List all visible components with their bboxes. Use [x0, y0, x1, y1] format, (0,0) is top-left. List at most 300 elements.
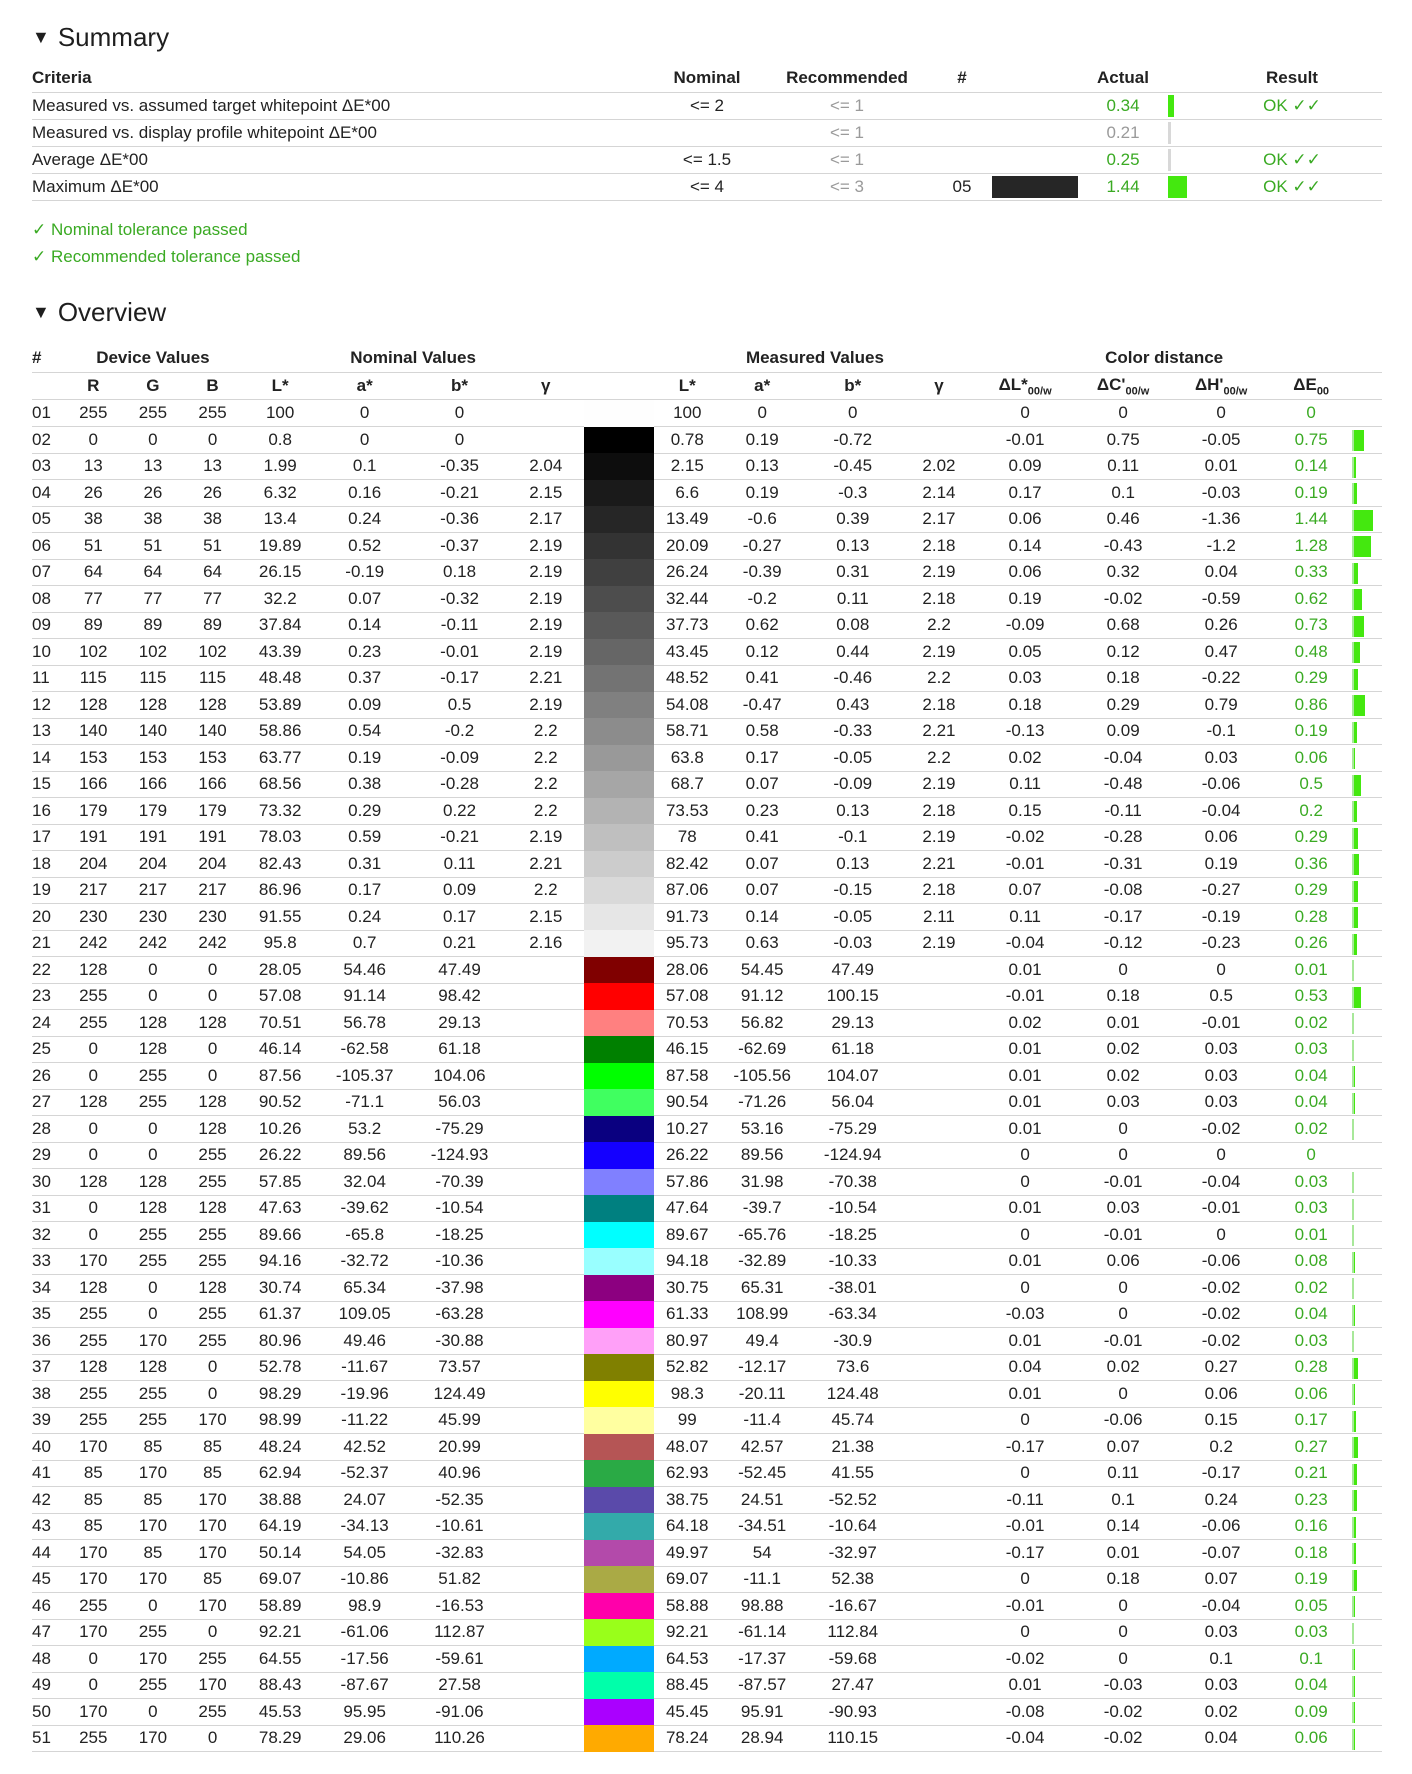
actual-bar-cell [1168, 147, 1202, 174]
delta-l-cell: -0.17 [976, 1434, 1074, 1461]
index-sub-header [32, 373, 63, 400]
measured-gamma-cell: 2.21 [902, 851, 976, 878]
nominal-gamma-cell: 2.19 [508, 559, 584, 586]
table-row [32, 851, 1382, 878]
measured-a-cell: 0.63 [721, 930, 804, 957]
device-r-cell: 26 [63, 480, 123, 507]
device-g-cell: 166 [123, 771, 183, 798]
delta-h-cell: -0.06 [1172, 1513, 1270, 1540]
patch-index-cell: 21 [32, 930, 63, 957]
nominal-a-cell: 0.54 [318, 718, 411, 745]
measured-a-cell: -0.47 [721, 692, 804, 719]
delta-c-cell: -0.01 [1074, 1328, 1172, 1355]
nominal-gamma-cell [508, 1116, 584, 1143]
measured-gamma-cell [902, 1487, 976, 1514]
delta-e-bar-cell [1352, 1566, 1382, 1593]
nominal-l-cell: 70.51 [242, 1010, 318, 1037]
device-b-cell: 255 [183, 1248, 243, 1275]
delta-e-cell: 0.06 [1270, 745, 1352, 772]
delta-c-cell: -0.02 [1074, 1725, 1172, 1752]
delta-e-bar-cell [1352, 1619, 1382, 1646]
measured-l-cell: 63.8 [654, 745, 721, 772]
table-row [32, 1169, 1382, 1196]
delta-l-cell: 0 [976, 1460, 1074, 1487]
delta-l-cell: 0.01 [976, 1248, 1074, 1275]
measured-b-cell: -16.67 [804, 1593, 902, 1620]
color-swatch-cell [584, 480, 654, 507]
device-g-cell: 170 [123, 1460, 183, 1487]
summary-table [32, 64, 1382, 201]
device-r-cell: 170 [63, 1699, 123, 1726]
nominal-gamma-cell: 2.19 [508, 533, 584, 560]
color-swatch [584, 1142, 654, 1169]
color-swatch-cell [584, 957, 654, 984]
delta-c-cell: 0.68 [1074, 612, 1172, 639]
color-swatch [584, 957, 654, 984]
delta-c-cell: 0.07 [1074, 1434, 1172, 1461]
measured-a-cell: 31.98 [721, 1169, 804, 1196]
delta-h-cell: -0.06 [1172, 771, 1270, 798]
device-g-cell: 77 [123, 586, 183, 613]
nominal-b-cell: -10.61 [411, 1513, 507, 1540]
measured-l-cell: 64.53 [654, 1646, 721, 1673]
delta-e-cell: 0.5 [1270, 771, 1352, 798]
measured-b-cell: -0.03 [804, 930, 902, 957]
table-row [32, 1222, 1382, 1249]
device-b-cell: 204 [183, 851, 243, 878]
nominal-gamma-cell [508, 1301, 584, 1328]
table-row [32, 1593, 1382, 1620]
delta-l-cell: 0.05 [976, 639, 1074, 666]
nominal-a-cell: -52.37 [318, 1460, 411, 1487]
delta-h-cell: 0.26 [1172, 612, 1270, 639]
device-g-cell: 255 [123, 1407, 183, 1434]
measured-gamma-cell: 2.2 [902, 665, 976, 692]
measured-gamma-cell: 2.18 [902, 586, 976, 613]
delta-e-bar [1352, 1278, 1354, 1299]
nominal-gamma-cell [508, 1725, 584, 1752]
swatch-header [992, 64, 1078, 93]
device-r-cell: 85 [63, 1513, 123, 1540]
device-b-cell: 128 [183, 692, 243, 719]
nominal-a-cell: 49.46 [318, 1328, 411, 1355]
delta-l-cell: 0 [976, 1275, 1074, 1302]
delta-h-cell: 0.04 [1172, 559, 1270, 586]
measured-a-cell: 0.07 [721, 851, 804, 878]
delta-e-cell: 0.18 [1270, 1540, 1352, 1567]
delta-l-cell: 0.11 [976, 904, 1074, 931]
delta-e-bar [1352, 828, 1358, 849]
delta-c-cell: 0.02 [1074, 1063, 1172, 1090]
delta-h-cell: 0.47 [1172, 639, 1270, 666]
measured-a-cell: 95.91 [721, 1699, 804, 1726]
nominal-a-cell: 24.07 [318, 1487, 411, 1514]
nominal-gamma-cell: 2.19 [508, 692, 584, 719]
measured-gamma-cell [902, 1460, 976, 1487]
measured-gamma-cell [902, 1354, 976, 1381]
measured-a-cell: 0.19 [721, 480, 804, 507]
device-g-cell: 255 [123, 1063, 183, 1090]
delta-e-bar-cell [1352, 480, 1382, 507]
color-swatch [584, 824, 654, 851]
measured-a-cell: 54 [721, 1540, 804, 1567]
delta-c-cell: 0 [1074, 400, 1172, 427]
measured-b-cell: -0.33 [804, 718, 902, 745]
color-swatch [584, 1699, 654, 1726]
device-g-cell: 255 [123, 1222, 183, 1249]
patch-number-cell [932, 147, 992, 174]
delta-e-bar-cell [1352, 1513, 1382, 1540]
recommended-passed-message: ✓ Recommended tolerance passed [32, 247, 301, 266]
patch-index-cell: 13 [32, 718, 63, 745]
nominal-gamma-cell: 2.2 [508, 718, 584, 745]
delta-l-cell: -0.01 [976, 427, 1074, 454]
delta-l-cell: 0.01 [976, 1672, 1074, 1699]
patch-index-cell: 30 [32, 1169, 63, 1196]
color-swatch-cell [584, 1725, 654, 1752]
nominal-b-cell: -0.37 [411, 533, 507, 560]
nominal-a-cell: 0.38 [318, 771, 411, 798]
device-b-cell: 38 [183, 506, 243, 533]
criteria-cell: Maximum ΔE*00 [32, 174, 652, 201]
measured-l-cell: 54.08 [654, 692, 721, 719]
nominal-a-cell: 0 [318, 400, 411, 427]
patch-index-cell: 22 [32, 957, 63, 984]
delta-h-cell: 0.03 [1172, 1672, 1270, 1699]
delta-e-bar [1352, 1225, 1354, 1246]
device-r-cell: 255 [63, 1301, 123, 1328]
measured-gamma-cell [902, 1593, 976, 1620]
delta-c-cell: 0.03 [1074, 1195, 1172, 1222]
nominal-a-cell: 0.7 [318, 930, 411, 957]
color-swatch-cell [584, 453, 654, 480]
measured-a-cell: 0.14 [721, 904, 804, 931]
delta-e-cell: 0.86 [1270, 692, 1352, 719]
delta-h-cell: -0.02 [1172, 1328, 1270, 1355]
recommended-cell: <= 1 [762, 93, 932, 120]
patch-index-cell: 26 [32, 1063, 63, 1090]
recommended-cell: <= 1 [762, 147, 932, 174]
measured-gamma-cell: 2.21 [902, 718, 976, 745]
nominal-l-cell: 98.99 [242, 1407, 318, 1434]
delta-e-bar [1352, 1358, 1358, 1379]
patch-index-cell: 29 [32, 1142, 63, 1169]
color-swatch-cell [584, 745, 654, 772]
measured-b-cell: 0.31 [804, 559, 902, 586]
device-r-cell: 85 [63, 1487, 123, 1514]
delta-c-header: $\Delta C'_{00/w}$ [1074, 373, 1172, 400]
nominal-a-cell: 29.06 [318, 1725, 411, 1752]
measured-gamma-header: γ [902, 373, 976, 400]
measured-l-cell: 43.45 [654, 639, 721, 666]
table-row [32, 957, 1382, 984]
nominal-b-cell: 0.09 [411, 877, 507, 904]
measured-gamma-cell: 2.19 [902, 639, 976, 666]
device-g-cell: 170 [123, 1513, 183, 1540]
nominal-gamma-cell [508, 957, 584, 984]
actual-bar [1168, 149, 1171, 171]
delta-h-cell: 0.03 [1172, 745, 1270, 772]
delta-l-cell: 0.01 [976, 1116, 1074, 1143]
device-r-cell: 0 [63, 1063, 123, 1090]
nominal-gamma-header: γ [508, 373, 584, 400]
nominal-l-cell: 100 [242, 400, 318, 427]
nominal-b-cell: 27.58 [411, 1672, 507, 1699]
recommended-cell: <= 3 [762, 174, 932, 201]
delta-h-cell: 0.5 [1172, 983, 1270, 1010]
color-swatch [584, 480, 654, 507]
color-swatch-cell [584, 904, 654, 931]
color-swatch [584, 692, 654, 719]
device-r-cell: 255 [63, 400, 123, 427]
measured-b-cell: 0.08 [804, 612, 902, 639]
delta-l-cell: 0.01 [976, 1381, 1074, 1408]
delta-c-cell: -0.31 [1074, 851, 1172, 878]
delta-l-cell: 0.01 [976, 1036, 1074, 1063]
delta-e-bar-cell [1352, 1593, 1382, 1620]
measured-b-cell: 47.49 [804, 957, 902, 984]
delta-l-cell: -0.17 [976, 1540, 1074, 1567]
nominal-l-cell: 37.84 [242, 612, 318, 639]
nominal-gamma-cell [508, 1195, 584, 1222]
delta-e-bar [1352, 669, 1358, 690]
color-swatch [584, 771, 654, 798]
nominal-b-cell: -0.09 [411, 745, 507, 772]
delta-e-bar [1352, 881, 1358, 902]
delta-e-cell: 0.05 [1270, 1593, 1352, 1620]
delta-l-cell: 0 [976, 1222, 1074, 1249]
nominal-b-cell: 61.18 [411, 1036, 507, 1063]
delta-e-bar-cell [1352, 1222, 1382, 1249]
measured-gamma-cell: 2.19 [902, 824, 976, 851]
measured-gamma-cell [902, 1063, 976, 1090]
nominal-b-cell: -52.35 [411, 1487, 507, 1514]
device-r-cell: 0 [63, 1646, 123, 1673]
device-r-cell: 191 [63, 824, 123, 851]
measured-gamma-cell [902, 1646, 976, 1673]
delta-c-cell: 0 [1074, 1646, 1172, 1673]
device-g-cell: 255 [123, 400, 183, 427]
delta-e-bar [1352, 510, 1373, 531]
measured-a-cell: 54.45 [721, 957, 804, 984]
nominal-gamma-cell: 2.19 [508, 639, 584, 666]
nominal-gamma-cell [508, 1275, 584, 1302]
nominal-l-cell: 58.89 [242, 1593, 318, 1620]
patch-index-cell: 07 [32, 559, 63, 586]
measured-gamma-cell [902, 1036, 976, 1063]
patch-index-cell: 37 [32, 1354, 63, 1381]
delta-e-cell: 0.28 [1270, 904, 1352, 931]
measured-a-cell: -12.17 [721, 1354, 804, 1381]
patch-index-cell: 38 [32, 1381, 63, 1408]
measured-a-cell: -105.56 [721, 1063, 804, 1090]
delta-l-cell: 0.03 [976, 665, 1074, 692]
color-swatch-cell [584, 1248, 654, 1275]
device-r-cell: 128 [63, 1169, 123, 1196]
measured-a-cell: -39.7 [721, 1195, 804, 1222]
nominal-b-cell: 124.49 [411, 1381, 507, 1408]
table-row [32, 480, 1382, 507]
delta-h-cell: 0.79 [1172, 692, 1270, 719]
nominal-l-cell: 61.37 [242, 1301, 318, 1328]
actual-bar-cell [1168, 120, 1202, 147]
measured-gamma-cell [902, 1089, 976, 1116]
delta-c-cell: 0.1 [1074, 480, 1172, 507]
delta-h-cell: -0.1 [1172, 718, 1270, 745]
overview-heading[interactable] [32, 297, 166, 328]
nominal-gamma-cell [508, 400, 584, 427]
overview-title: Overview [57, 297, 167, 327]
patch-index-cell: 20 [32, 904, 63, 931]
device-r-cell: 140 [63, 718, 123, 745]
summary-rows [32, 93, 1382, 201]
delta-l-cell: 0.18 [976, 692, 1074, 719]
table-row [32, 559, 1382, 586]
delta-e-bar [1352, 1490, 1357, 1511]
table-row [32, 612, 1382, 639]
device-g-cell: 170 [123, 1566, 183, 1593]
color-swatch-cell [584, 1699, 654, 1726]
nominal-gamma-cell [508, 1089, 584, 1116]
measured-l-cell: 98.3 [654, 1381, 721, 1408]
nominal-a-cell: 54.05 [318, 1540, 411, 1567]
delta-h-cell: 0.02 [1172, 1699, 1270, 1726]
device-b-cell: 51 [183, 533, 243, 560]
delta-c-cell: -0.48 [1074, 771, 1172, 798]
delta-l-cell: 0.15 [976, 798, 1074, 825]
delta-c-cell: -0.43 [1074, 533, 1172, 560]
nominal-gamma-cell [508, 1699, 584, 1726]
result-cell [1202, 120, 1382, 147]
nominal-gamma-cell [508, 1248, 584, 1275]
nominal-b-cell: 45.99 [411, 1407, 507, 1434]
collapse-triangle-icon[interactable]: ▼ [32, 27, 50, 47]
nominal-a-cell: 56.78 [318, 1010, 411, 1037]
measured-gamma-cell [902, 1513, 976, 1540]
nominal-gamma-cell [508, 1354, 584, 1381]
nominal-b-cell: 0.18 [411, 559, 507, 586]
nominal-l-cell: 87.56 [242, 1063, 318, 1090]
nominal-l-cell: 89.66 [242, 1222, 318, 1249]
color-swatch-cell [584, 665, 654, 692]
measured-l-cell: 100 [654, 400, 721, 427]
measured-b-cell: 100.15 [804, 983, 902, 1010]
color-swatch-cell [584, 824, 654, 851]
measured-a-cell: -52.45 [721, 1460, 804, 1487]
measured-b-cell: -10.33 [804, 1248, 902, 1275]
delta-e-bar-cell [1352, 400, 1382, 427]
delta-e-cell: 0 [1270, 400, 1352, 427]
measured-b-cell: -70.38 [804, 1169, 902, 1196]
worst-patch-swatch [992, 147, 1078, 174]
summary-heading[interactable] [32, 22, 169, 53]
device-r-cell: 255 [63, 1328, 123, 1355]
delta-c-cell: 0.29 [1074, 692, 1172, 719]
nominal-a-cell: 91.14 [318, 983, 411, 1010]
nominal-b-cell: 40.96 [411, 1460, 507, 1487]
delta-h-cell: -0.23 [1172, 930, 1270, 957]
nominal-a-cell: 89.56 [318, 1142, 411, 1169]
delta-c-cell: -0.06 [1074, 1407, 1172, 1434]
delta-e-bar [1352, 1649, 1355, 1670]
nominal-b-cell: -16.53 [411, 1593, 507, 1620]
delta-e-cell: 0.48 [1270, 639, 1352, 666]
delta-e-cell: 0.02 [1270, 1010, 1352, 1037]
nominal-l-cell: 46.14 [242, 1036, 318, 1063]
measured-l-cell: 13.49 [654, 506, 721, 533]
measured-gamma-cell: 2.19 [902, 771, 976, 798]
delta-h-cell: -0.01 [1172, 1010, 1270, 1037]
delta-c-cell: -0.02 [1074, 586, 1172, 613]
measured-l-cell: 70.53 [654, 1010, 721, 1037]
nominal-b-cell: -70.39 [411, 1169, 507, 1196]
delta-l-cell: -0.11 [976, 1487, 1074, 1514]
delta-e-bar [1352, 616, 1364, 637]
delta-e-cell: 0.29 [1270, 665, 1352, 692]
device-r-cell: 230 [63, 904, 123, 931]
color-swatch-cell [584, 718, 654, 745]
measured-l-cell: 99 [654, 1407, 721, 1434]
measured-b-cell: -52.52 [804, 1487, 902, 1514]
patch-number-cell [932, 120, 992, 147]
delta-c-cell: 0 [1074, 957, 1172, 984]
measured-a-cell: -20.11 [721, 1381, 804, 1408]
measured-a-cell: -71.26 [721, 1089, 804, 1116]
worst-patch-swatch [992, 174, 1078, 201]
nominal-b-cell: 47.49 [411, 957, 507, 984]
measured-b-cell: 27.47 [804, 1672, 902, 1699]
device-b-cell: 179 [183, 798, 243, 825]
measured-gamma-cell [902, 1275, 976, 1302]
nominal-l-cell: 68.56 [242, 771, 318, 798]
color-swatch [584, 612, 654, 639]
nominal-gamma-cell: 2.21 [508, 665, 584, 692]
delta-e-bar [1352, 748, 1355, 769]
delta-e-bar-cell [1352, 1328, 1382, 1355]
measured-l-cell: 0.78 [654, 427, 721, 454]
device-b-cell: 128 [183, 1116, 243, 1143]
delta-e-bar-cell [1352, 930, 1382, 957]
nominal-a-cell: -87.67 [318, 1672, 411, 1699]
nominal-b-cell: 73.57 [411, 1354, 507, 1381]
nominal-b-cell: 0 [411, 427, 507, 454]
delta-c-cell: 0.14 [1074, 1513, 1172, 1540]
device-r-cell: 89 [63, 612, 123, 639]
device-b-cell: 255 [183, 1142, 243, 1169]
measured-b-cell: -0.09 [804, 771, 902, 798]
device-g-cell: 255 [123, 1672, 183, 1699]
nominal-gamma-cell: 2.2 [508, 877, 584, 904]
color-swatch-cell [584, 1354, 654, 1381]
measured-gamma-cell: 2.19 [902, 559, 976, 586]
device-r-cell: 170 [63, 1434, 123, 1461]
measured-b-cell: 29.13 [804, 1010, 902, 1037]
device-b-cell: 0 [183, 1725, 243, 1752]
measured-gamma-cell: 2.18 [902, 798, 976, 825]
nominal-b-cell: -0.32 [411, 586, 507, 613]
color-swatch [584, 1672, 654, 1699]
collapse-triangle-icon[interactable]: ▼ [32, 302, 50, 322]
nominal-gamma-cell [508, 1540, 584, 1567]
nominal-gamma-cell [508, 427, 584, 454]
nominal-l-cell: 28.05 [242, 957, 318, 984]
delta-l-cell: 0.06 [976, 559, 1074, 586]
device-b-cell: 255 [183, 1169, 243, 1196]
nominal-a-cell: -10.86 [318, 1566, 411, 1593]
measured-l-cell: 90.54 [654, 1089, 721, 1116]
color-distance-header: Color distance [1105, 348, 1224, 367]
patch-index-cell: 18 [32, 851, 63, 878]
